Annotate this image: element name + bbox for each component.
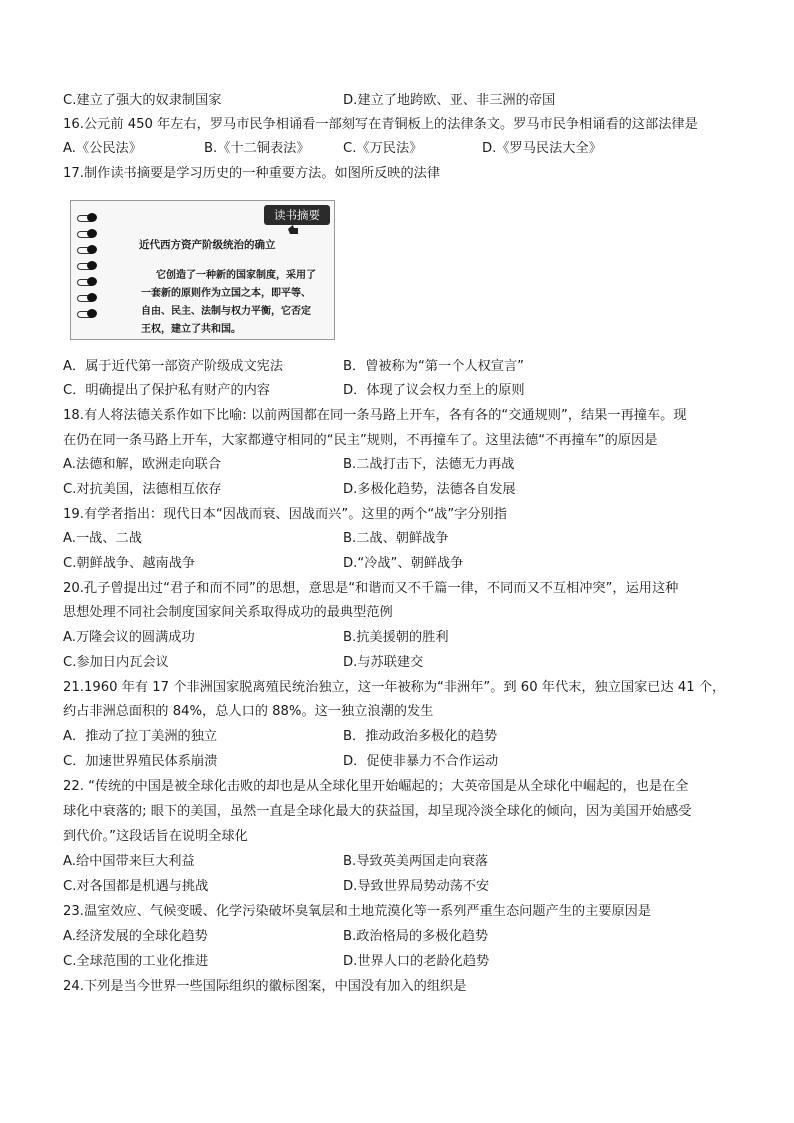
q20-option-c: C.参加日内瓦会议: [63, 655, 169, 670]
q17-option-b: B．曾被称为“第一个人权宣言”: [343, 359, 524, 374]
q22-stem-line2: 球化中衰落的; 眼下的美国，虽然一直是全球化最大的获益国，却呈现冷淡全球化的倾向，因为美国开始感受: [63, 804, 692, 819]
q22-option-c: C.对各国都是机遇与挑战: [63, 879, 209, 894]
q17-option-c: C．明确提出了保护私有财产的内容: [63, 383, 271, 398]
q16-stem: 16.公元前 450 年左右，罗马市民争相诵看一部刻写在青铜板上的法律条文。罗马市民争相诵看的这部法律是: [63, 117, 698, 132]
q20-stem-line1: 20.孔子曾提出过“君子和而不同”的思想，意思是“和谐而又不千篇一律，不同而又不互相冲突”，运用这种: [63, 581, 679, 596]
q23-option-a: A.经济发展的全球化趋势: [63, 929, 208, 944]
q20-option-d: D.与苏联建交: [343, 655, 424, 670]
reading-note-text: 它创造了一种新的国家制度，采用了一套新的原则作为立国之本，即平等、自由、民主、法制与权力平衡，它否定王权，建立了共和国。: [141, 270, 316, 335]
q20-option-b: B.抗美援朝的胜利: [343, 630, 449, 645]
q21-option-b: B．推动政治多极化的趋势: [343, 729, 498, 744]
q16-option-b: B.《十二铜表法》: [204, 141, 310, 156]
q21-option-c: C．加速世界殖民体系崩溃: [63, 754, 218, 769]
q24-stem: 24.下列是当今世界一些国际组织的徽标图案，中国没有加入的组织是: [63, 979, 467, 994]
q19-option-c: C.朝鲜战争、越南战争: [63, 556, 196, 571]
q18-stem-line1: 18.有人将法德关系作如下比喻: 以前两国都在同一条马路上开车，各有各的“交通规则”，结果一再撞车。现: [63, 408, 687, 423]
q21-option-d: D．促使非暴力不合作运动: [343, 754, 499, 769]
q15-option-d: D.建立了地跨欧、亚、非三洲的帝国: [343, 93, 556, 108]
q23-stem: 23.温室效应、气候变暖、化学污染破坏臭氧层和土地荒漠化等一系列严重生态问题产生的主要原因是: [63, 904, 652, 919]
q22-stem-line3: 到代价。”这段话旨在说明全球化: [63, 829, 248, 844]
q23-option-c: C.全球范围的工业化推进: [63, 954, 209, 969]
q16-option-d: D.《罗马民法大全》: [482, 141, 602, 156]
q19-option-d: D.“冷战”、朝鲜战争: [343, 556, 464, 571]
q17-option-a: A．属于近代第一部资产阶级成文宪法: [63, 359, 284, 374]
q20-option-a: A.万隆会议的圆满成功: [63, 630, 195, 645]
q21-stem-line2: 约占非洲总面积的 84%，总人口的 88%。这一独立浪潮的发生: [63, 704, 434, 719]
q15-option-c: C.建立了强大的奴隶制国家: [63, 93, 222, 108]
q18-stem-line2: 在仍在同一条马路上开车，大家都遵守相同的“民主”规则，不再撞车了。这里法德“不再撞车”的原因是: [63, 433, 658, 448]
q22-option-a: A.给中国带来巨大利益: [63, 854, 195, 869]
reading-note-title: 近代西方资产阶级统治的确立: [139, 239, 276, 251]
q19-option-b: B.二战、朝鲜战争: [343, 531, 449, 546]
q18-option-a: A.法德和解，欧洲走向联合: [63, 457, 222, 472]
q22-option-d: D.导致世界局势动荡不安: [343, 879, 490, 894]
q18-option-c: C.对抗美国，法德相互依存: [63, 482, 222, 497]
reading-note-tab: 读书摘要: [264, 205, 330, 225]
q23-option-b: B.政治格局的多极化趋势: [343, 929, 489, 944]
q23-option-d: D.世界人口的老龄化趋势: [343, 954, 490, 969]
q19-option-a: A.一战、二战: [63, 531, 142, 546]
q21-stem-line1: 21.1960 年有 17 个非洲国家脱离殖民统治独立，这一年被称为“非洲年”。到 60 年代末，独立国家已达 41 个，: [63, 680, 726, 695]
reading-note-image: [70, 200, 335, 340]
pointing-hand-icon: [286, 223, 300, 237]
q19-stem: 19.有学者指出：现代日本“因战而衰、因战而兴”。这里的两个“战”字分别指: [63, 507, 507, 522]
q21-option-a: A．推动了拉丁美洲的独立: [63, 729, 218, 744]
q18-option-b: B.二战打击下，法德无力再战: [343, 457, 515, 472]
q18-option-d: D.多极化趋势，法德各自发展: [343, 482, 516, 497]
q16-option-a: A.《公民法》: [63, 141, 142, 156]
q20-stem-line2: 思想处理不同社会制度国家间关系取得成功的最典型范例: [63, 605, 393, 620]
q17-stem: 17.制作读书摘要是学习历史的一种重要方法。如图所反映的法律: [63, 166, 441, 181]
q22-option-b: B.导致英美两国走向衰落: [343, 854, 489, 869]
q22-stem-line1: 22. “传统的中国是被全球化击败的却也是从全球化里开始崛起的；大英帝国是从全球化中崛起的，也是在全: [63, 779, 689, 794]
notebook-spiral: [77, 213, 107, 325]
q16-option-c: C.《万民法》: [343, 141, 423, 156]
q17-option-d: D．体现了议会权力至上的原则: [343, 383, 525, 398]
